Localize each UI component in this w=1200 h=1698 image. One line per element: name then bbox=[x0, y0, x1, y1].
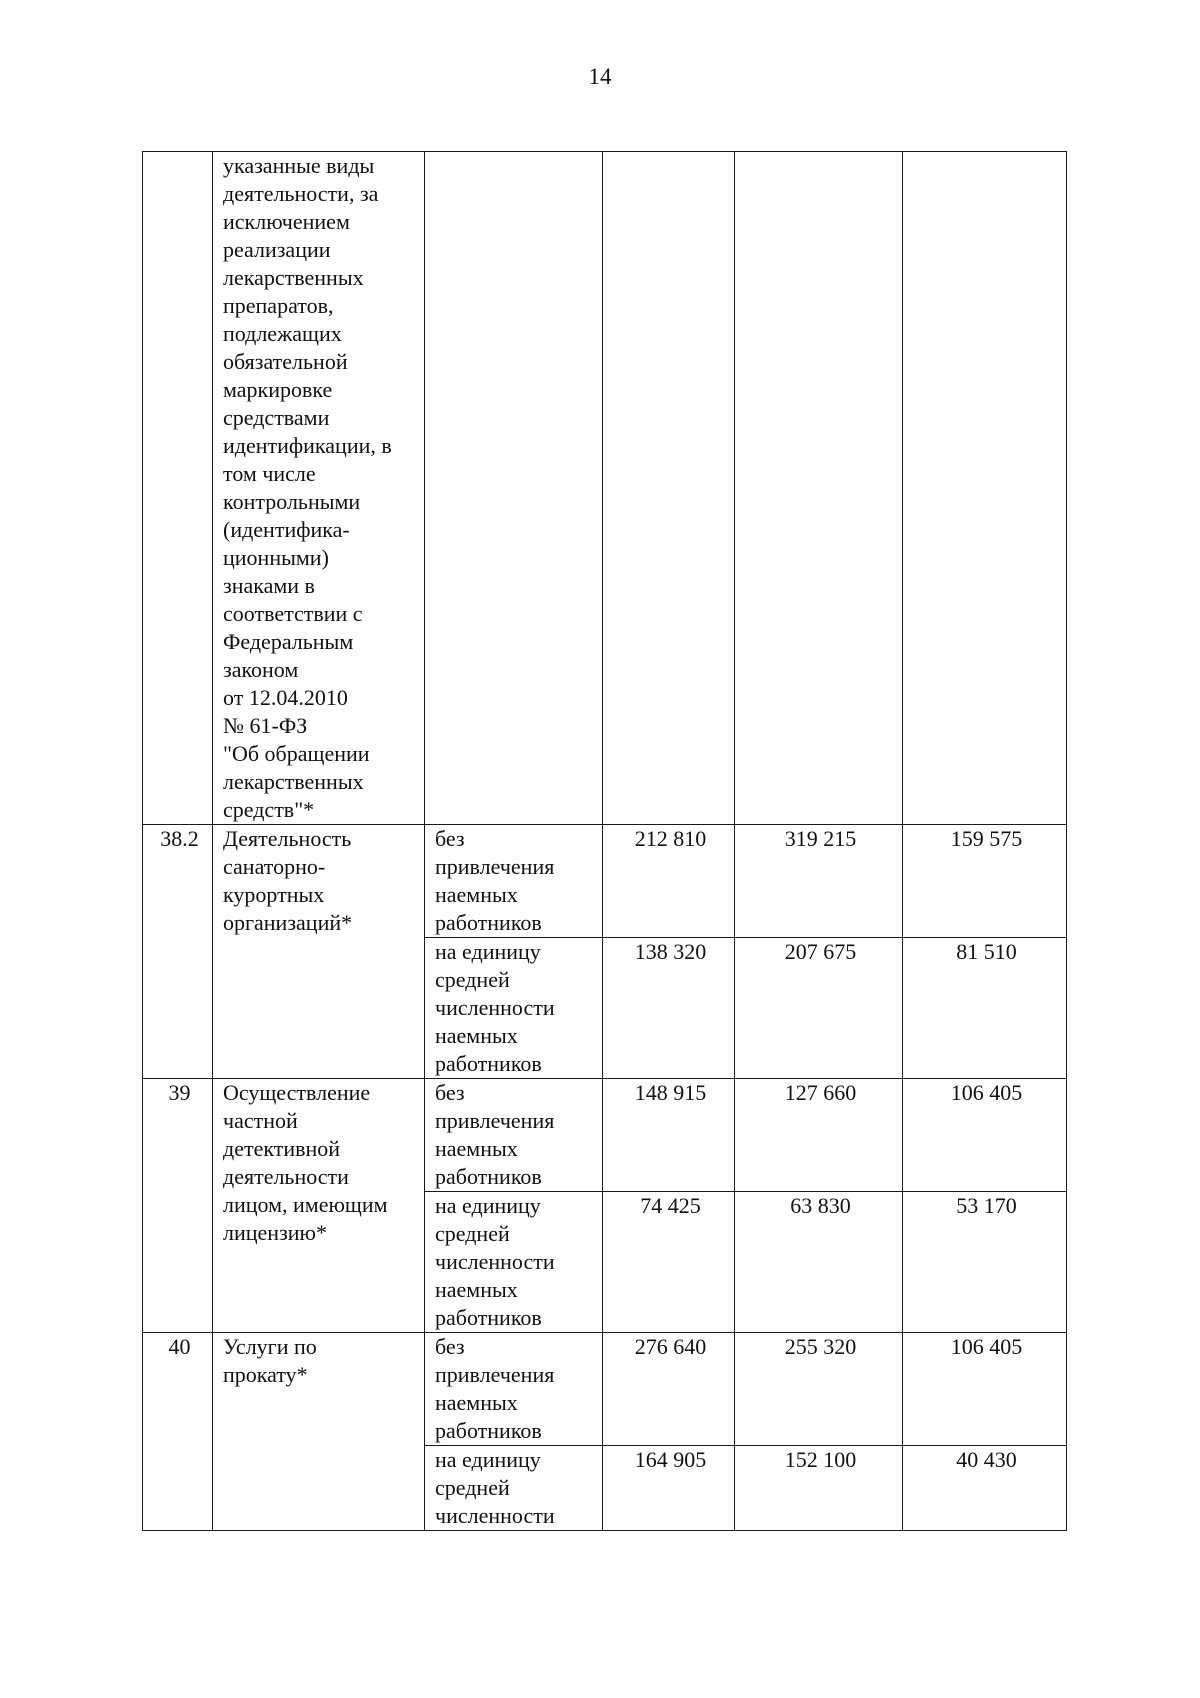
condition-text: без привлечения наемных работников bbox=[435, 826, 555, 935]
table-row bbox=[143, 152, 1067, 825]
page-number: 14 bbox=[588, 64, 612, 89]
condition-text: на единицу средней численности наемных работников bbox=[435, 1193, 555, 1330]
tax-rate-table bbox=[142, 151, 1067, 1531]
activity-cell bbox=[213, 1333, 425, 1531]
condition-cell bbox=[425, 825, 603, 938]
value-cell: 152 100 bbox=[735, 1446, 903, 1531]
table-row bbox=[143, 825, 1067, 938]
value-cell: 148 915 bbox=[603, 1079, 735, 1192]
activity-text: Деятельность санаторно- курортных организаций* bbox=[223, 826, 353, 935]
activity-cell bbox=[213, 1079, 425, 1333]
value-cell: 81 510 bbox=[903, 938, 1067, 1079]
condition-text: на единицу средней численности bbox=[435, 1447, 555, 1528]
row-number-cell bbox=[143, 152, 213, 825]
condition-cell bbox=[425, 152, 603, 825]
condition-cell bbox=[425, 938, 603, 1079]
condition-text: без привлечения наемных работников bbox=[435, 1080, 555, 1189]
table-row bbox=[143, 1333, 1067, 1446]
value-cell: 159 575 bbox=[903, 825, 1067, 938]
value-cell: 164 905 bbox=[603, 1446, 735, 1531]
value-cell bbox=[735, 152, 903, 825]
table-row bbox=[143, 1079, 1067, 1192]
value-cell: 106 405 bbox=[903, 1079, 1067, 1192]
value-cell bbox=[903, 152, 1067, 825]
condition-text: без привлечения наемных работников bbox=[435, 1334, 555, 1443]
activity-cell bbox=[213, 152, 425, 825]
row-number-cell: 39 bbox=[143, 1079, 213, 1333]
value-cell: 212 810 bbox=[603, 825, 735, 938]
value-cell bbox=[603, 152, 735, 825]
value-cell: 40 430 bbox=[903, 1446, 1067, 1531]
activity-text: Осуществление частной детективной деятельности лицом, имеющим лицензию* bbox=[223, 1080, 388, 1245]
condition-text: на единицу средней численности наемных работников bbox=[435, 939, 555, 1076]
value-cell: 53 170 bbox=[903, 1192, 1067, 1333]
value-cell: 127 660 bbox=[735, 1079, 903, 1192]
row-number-cell: 38.2 bbox=[143, 825, 213, 1079]
condition-cell bbox=[425, 1446, 603, 1531]
value-cell: 207 675 bbox=[735, 938, 903, 1079]
activity-cell bbox=[213, 825, 425, 1079]
row-number-cell: 40 bbox=[143, 1333, 213, 1531]
value-cell: 106 405 bbox=[903, 1333, 1067, 1446]
condition-cell bbox=[425, 1192, 603, 1333]
value-cell: 63 830 bbox=[735, 1192, 903, 1333]
value-cell: 319 215 bbox=[735, 825, 903, 938]
value-cell: 276 640 bbox=[603, 1333, 735, 1446]
value-cell: 138 320 bbox=[603, 938, 735, 1079]
condition-cell bbox=[425, 1333, 603, 1446]
condition-cell bbox=[425, 1079, 603, 1192]
value-cell: 255 320 bbox=[735, 1333, 903, 1446]
value-cell: 74 425 bbox=[603, 1192, 735, 1333]
activity-text: Услуги по прокату* bbox=[223, 1334, 317, 1387]
activity-text: указанные виды деятельности, за исключением реализации лекарственных препаратов, подлежащих обязательной маркировке средствами идентификации, в том числе контрольными (идентифика- ционными) знаками в соответствии с Федеральным законом от 12.04.2010 № 61-ФЗ "Об обращении лекарственных средств"* bbox=[223, 153, 392, 822]
